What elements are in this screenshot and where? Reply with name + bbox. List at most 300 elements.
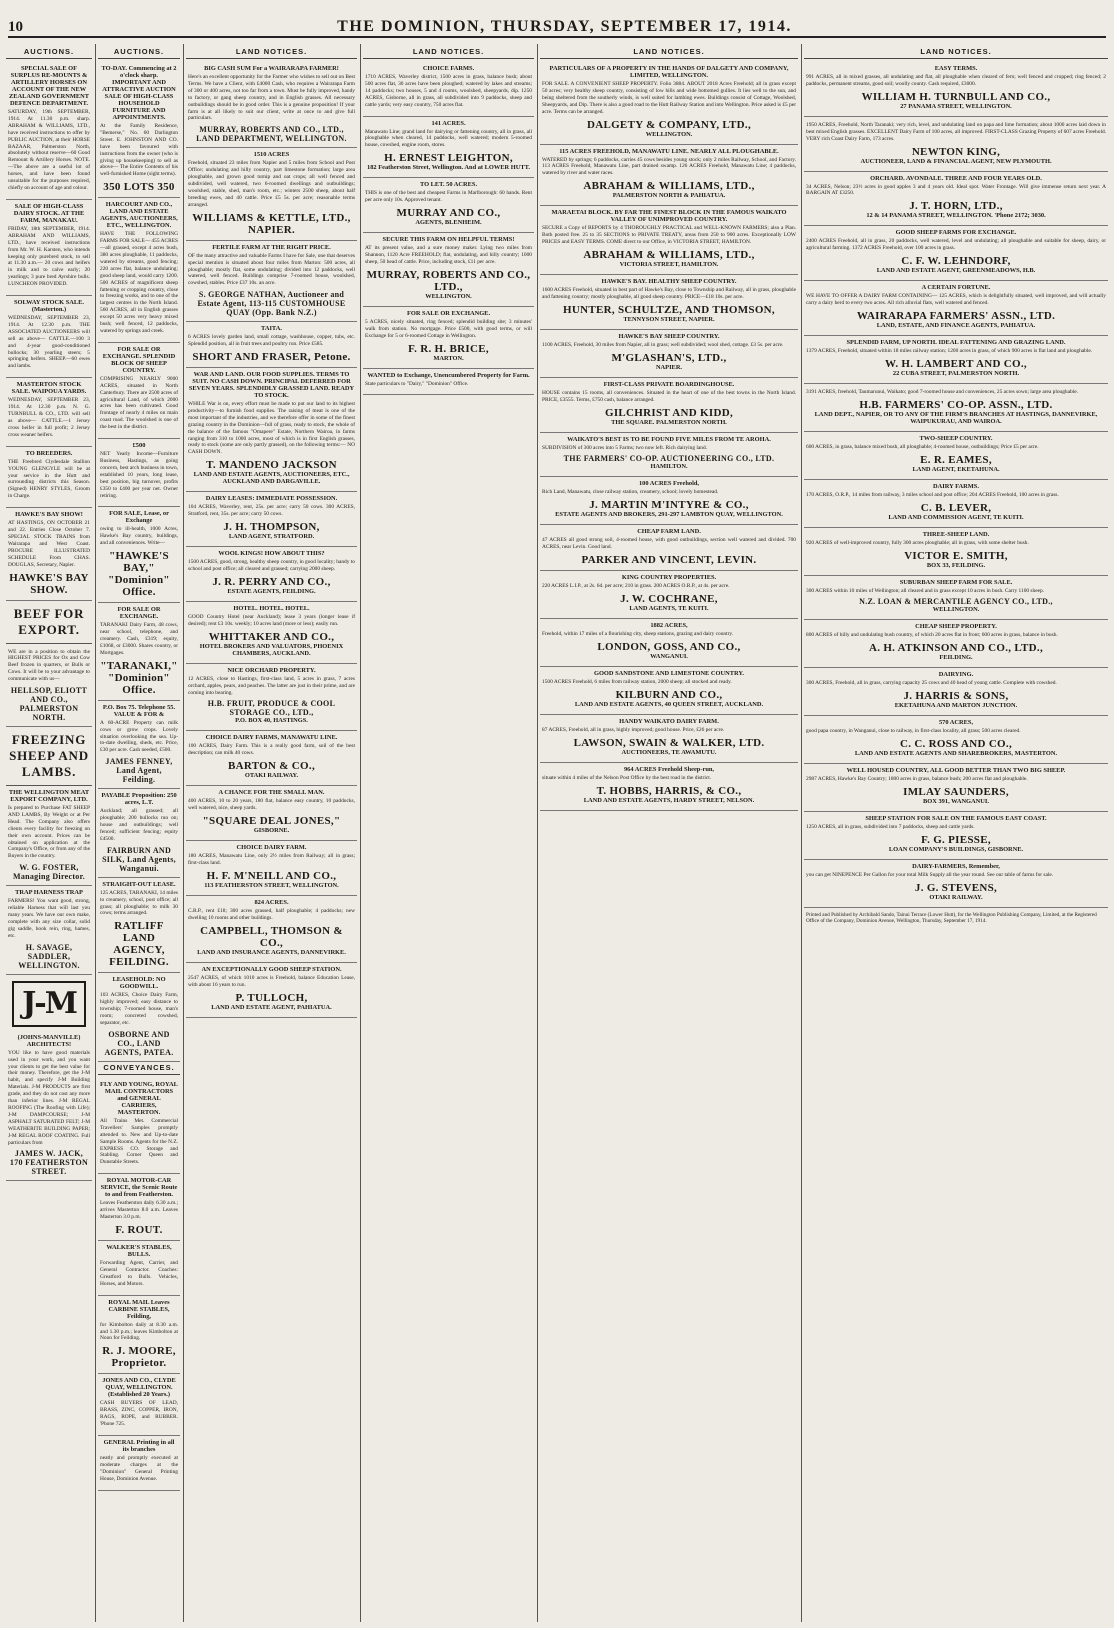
ad-subsignature: 12 & 14 PANAMA STREET, WELLINGTON. 'Phone 2172; 3030. — [866, 212, 1046, 220]
ad-subsignature: LAND AND INSURANCE AGENTS, DANNEVIRKE. — [197, 948, 346, 956]
ad-title: P.O. Box 75. Telephone 55. VALUE & FOR & — [102, 703, 176, 718]
ad-signature: HUNTER, SCHULTZE, AND THOMSON, — [563, 303, 775, 316]
advertisement — [186, 602, 357, 664]
ad-list — [98, 62, 180, 1062]
ad-subsignature: WELLINGTON. — [645, 130, 693, 138]
ad-title: 100 ACRES Freehold, — [638, 480, 700, 488]
ad-body: owing to ill-health, 1000 Acres, Hawke's Bay country, buildings, and all conveniences. Write— — [100, 526, 178, 547]
ad-subsignature: THE SQUARE. PALMERSTON NORTH. — [611, 418, 727, 426]
ad-body: 100 ACRES, Dairy Farm. This is a really good farm, soil of the best description; can milk 40 cows. — [188, 743, 355, 757]
ad-signature: "HAWKE'S BAY," "Dominion" Office. — [108, 550, 170, 599]
advertisement — [804, 620, 1108, 668]
ad-title: HAWKE'S BAY SHEEP COUNTRY. — [618, 332, 720, 340]
advertisement — [540, 378, 798, 433]
advertisement — [98, 973, 180, 1062]
ad-subsignature: EKETAHUNA AND MARTON JUNCTION. — [894, 702, 1018, 710]
advertisement — [363, 233, 534, 307]
ad-signature: F. ROUT. — [115, 1223, 163, 1236]
advertisement — [186, 841, 357, 896]
ad-title: DAIRYING. — [938, 671, 974, 679]
ad-title: 115 ACRES FREEHOLD, MANAWATU LINE. NEARLY ALL PLOUGHABLE. — [559, 147, 779, 155]
ad-title: WALKER'S STABLES, BULLS. — [106, 1243, 172, 1258]
ad-war-and-land — [186, 368, 357, 492]
advertisement — [363, 117, 534, 179]
ad-body: All Trains Met. Commercial Travellers' Samples promptly attended to. New and Up-to-date Sample Rooms. Agents for the N.Z. EXPRESS CO. Storage and Stabling. Corner Queen and Dunstable Streets. — [100, 1117, 178, 1166]
ad-subsignature: HOTEL BROKERS AND VALUATORS, PHOENIX CHAMBERS, AUCKLAND. — [199, 642, 344, 657]
ad-signature: WILLIAMS & KETTLE, LTD., NAPIER. — [192, 211, 351, 236]
advertisement — [186, 62, 357, 148]
ad-signature: GILCHRIST AND KIDD, — [604, 406, 734, 419]
ad-subsignature: WANGANUI. — [650, 652, 688, 660]
ad-subsignature: FEILDING. — [939, 654, 973, 662]
advertisement — [6, 62, 92, 200]
ad-signature: RATLIFF LAND AGENCY, FEILDING. — [109, 920, 169, 969]
ad-body: COMPRISING NEARLY 9000 ACRES, situated in North Canterbury. There are 2500 acres of agricultural Land, of which 2000 acres has been cultivated. Good frontage of nearly 4 miles on main coast road. The woolshed is one of the best in the district. — [100, 375, 178, 431]
ad-signature: PARKER AND VINCENT, LEVIN. — [581, 554, 757, 567]
ad-title: 824 ACRES. — [254, 898, 289, 906]
imprint: Printed and Published by Archibald Sando, Tainui Terrace (Lower Hutt), for the Wellington Publishing Company, Limited, at the Registered Office of the Company, Dominion Avenue, Wellington, Thursday, September 17, 1914. — [806, 911, 1097, 925]
ad-title: SPLENDID FARM, UP NORTH. IDEAL FATTENING AND GRAZING LAND. — [846, 338, 1066, 346]
jm-logo: J-M — [12, 981, 86, 1027]
ad-signature: T. HOBBS, HARRIS, & CO., — [596, 784, 742, 797]
advertisement — [98, 878, 180, 974]
ad-signature: BARTON & CO., — [227, 760, 316, 773]
ad-signature: DALGETY & COMPANY, LTD., — [586, 118, 752, 131]
ad-title: TAITA. — [261, 325, 282, 333]
advertisement — [98, 439, 180, 507]
advertisement — [804, 528, 1108, 576]
ad-body: WE are in a position to obtain the HIGHEST PRICES for Ox and Cow Beef frozen in quarters, or Bulls or Cows. It will be to your advantage to communicate with us— — [8, 648, 90, 683]
ad-body: 3191 ACRES, freehold, Taumarunui, Waikato; good 7-roomed house and conveniences, 25 acres sown; large area ploughable. — [806, 388, 1078, 395]
ad-signature: C. B. LEVER, — [920, 501, 992, 514]
ad-body: State particulars to "Dairy," "Dominion" Office. — [365, 380, 469, 387]
ad-body: WEDNESDAY, SEPTEMBER 23, 1914. At 12.30 p.m. THE ASSOCIATED AUCTIONEERS will sell as above— CATTLE.—100 3 and 4-year good-conditioned bullocks; 30 yearling steers; 5 springing heifers. SHEEP.—60 ewes and lambs. — [8, 315, 90, 370]
column-land-notices-1 — [186, 46, 357, 1620]
ad-subsignature: GISBORNE. — [253, 827, 290, 835]
advertisement — [186, 896, 357, 963]
ad-signature: F. G. PIESSE, — [921, 833, 991, 846]
ad-signature: LAWSON, SWAIN & WALKER, LTD. — [573, 736, 765, 749]
ad-signature: WILLIAM H. TURNBULL AND CO., — [861, 90, 1051, 103]
ad-body: neatly and promptly executed at moderate charges at the "Dominion" General Printing House, Dominion Avenue. — [100, 1454, 178, 1482]
column-heading: LAND NOTICES. — [540, 46, 798, 59]
ad-subsignature: AUCTIONEER, LAND & FINANCIAL AGENT, NEW PLYMOUTH. — [860, 157, 1052, 165]
page-number: 10 — [8, 19, 23, 35]
ad-subsignature: LAND AND ESTATE AGENTS, HARDY STREET, NELSON. — [583, 796, 755, 804]
ad-body: Manawatu Line; grand land for dairying or fattening country, all in grass, all ploughable when cleared, 14 paddocks, well watered; modern 5-roomed house, cowshed, engine room, stores. — [365, 128, 532, 149]
ad-signature: R. J. MOORE, Proprietor. — [102, 1345, 176, 1370]
masthead — [8, 14, 1106, 38]
ad-signature: MURRAY, ROBERTS AND CO., LTD., — [366, 268, 531, 293]
ad-signature: 350 LOTS 350 — [103, 181, 175, 194]
advertisement — [186, 731, 357, 786]
ad-body: Is prepared to Purchase FAT SHEEP AND LAMBS, By Weight or at Per Head. The Company also offers clients every facility for freezing on their own account. Prices can be obtained on application at the Company's Office, or from any of the Buyers in the country. — [8, 805, 90, 860]
ad-body: good papa country, in Wanganui, close to railway, in first-class locality, all grass; 500 acres cleared. — [806, 728, 1021, 735]
ad-title: 570 ACRES, — [938, 719, 974, 727]
advertisement — [540, 330, 798, 378]
ad-title: DAIRY-FARMERS, Remember, — [912, 862, 1000, 870]
ad-title: STRAIGHT-OUT LEASE. — [102, 880, 176, 888]
ad-body: 300 ACRES, Freehold, all in grass, carrying capacity 25 cows and 40 head of young cattle. Complete with cowshed. — [806, 680, 1057, 687]
ad-signature: NEWTON KING, — [911, 145, 1001, 158]
ad-body: Auckland; all grassed; all ploughable; 200 bullocks run on; house and outbuildings; well fenced; sufficient fencing; equity £4500. — [100, 808, 178, 842]
ad-signature: J. MARTIN M'INTYRE & CO., — [589, 499, 749, 512]
ad-title: A CERTAIN FORTUNE. — [921, 284, 991, 292]
ad-body: 991 ACRES, all in mixed grasses, all undulating and flat, all ploughable when cleared of fern; well fenced and cropped; ring fenced; 2 paddocks, permanent streams, good soil; woolly county. Cash required, £3000. — [806, 74, 1106, 87]
ad-beef-export — [6, 644, 92, 728]
ad-signature: J. HARRIS & SONS, — [903, 690, 1009, 703]
ad-signature: J. T. HORN, LTD., — [909, 200, 1003, 213]
ad-body: FRIDAY, 18th SEPTEMBER, 1914. ABRAHAM AND WILLIAMS, LTD., have received instructions from Mr. W. H. Karsten, who intends keeping only purebred stock, to sell at 11.30 a.m.— 20 cows and heifers in milk and to calve early; 20 yearlings; 3 pure bred Ayrshire bulls. LUNCHEON PROVIDED. — [8, 225, 90, 288]
advertisement — [540, 715, 798, 763]
ad-body: you can get NINEPENCE Per Gallon for your total Milk Supply all the year round. See our table of farms for sale. — [806, 871, 1054, 878]
advertisement — [6, 447, 92, 508]
ad-title: SHEEP STATION FOR SALE ON THE FAMOUS EAST COAST. — [865, 815, 1047, 823]
advertisement — [186, 148, 357, 240]
ad-subsignature: LAND AND ESTATE AGENT, GREENMEADOWS, H.B. — [876, 267, 1036, 275]
ad-body: 103 ACRES, Choice Dairy Farm, highly improved; easy distance to township; 7-roomed house, man's room; concreted cowshed, separator, etc. — [100, 992, 178, 1026]
ad-title: SECURE THIS FARM ON HELPFUL TERMS! — [382, 236, 515, 244]
ad-body: 2987 ACRES, Hawke's Bay Country; 1800 acres in grass, balance bush; 200 acres flat and ploughable. — [806, 776, 1028, 783]
ad-title: WAR AND LAND. OUR FOOD SUPPLIES. TERMS TO SUIT. NO CASH DOWN. PRINCIPAL DEFERRED FOR SEVEN YEARS. SPLENDIDLY GRASSED LAND. READY TO STOCK. — [188, 371, 355, 400]
ad-signature: F. R. H. BRICE, — [408, 342, 489, 355]
column-land-notices-2 — [363, 46, 534, 1620]
ad-subsignature: LAND AND ESTATE AGENTS AND SHAREBROKERS, MASTERTON. — [854, 750, 1058, 758]
ad-title: FOR SALE OR EXCHANGE. SPLENDID BLOCK OF SHEEP COUNTRY. — [102, 345, 176, 374]
ad-body: THIS is one of the best and cheapest Farms in Marlborough: 60 hands. Rent per acre only 10s. Approved tenant. — [365, 190, 532, 204]
advertisement — [804, 117, 1108, 172]
ad-title: MASTERTON STOCK SALE. WAIPOUA YARDS. — [11, 381, 87, 396]
ad-body: TARANAKI Dairy Farm, 48 cows, near school, telephone, and creamery. Cash, £319; equity, £1068, or £3000. Shares country, or Mortgages. — [100, 622, 178, 656]
column-rule — [537, 44, 538, 1622]
ad-title: DAIRY LEASES: IMMEDIATE POSSESSION. — [205, 495, 338, 503]
ad-signature: C. C. ROSS AND CO., — [899, 738, 1013, 751]
advertisement — [540, 477, 798, 525]
ad-title: (JOHNS-MANVILLE) ARCHITECTS! — [17, 1033, 81, 1048]
ad-signature: N.Z. LOAN & MERCANTILE AGENCY CO., LTD., — [859, 597, 1053, 607]
ad-body: 12 ACRES, close to Hastings, first-class land, 5 acres in grass, 7 acres orchard, apples, pears, and peaches. The latter are just in their prime, and are coming into bearing. — [188, 675, 355, 696]
masthead-title: THE DOMINION, THURSDAY, SEPTEMBER 17, 1914. — [337, 18, 792, 35]
ad-title: HOTEL. HOTEL. HOTEL. — [233, 604, 310, 612]
ad-body: SATURDAY, 19th SEPTEMBER, 1914. At 11.30 p.m. sharp. ABRAHAM & WILLIAMS, LTD., have received instructions to offer by PUBLIC AUCTION, at their HORSE BAZAAR, Palmerston North, absolutely without reserve—60 Good Remount & Artillery Horses. NOTE.—The above are a useful lot of horses, and have been found unsuitable for the purposes required, chiefly on account of age and colour. — [8, 109, 90, 191]
advertisement — [98, 1078, 180, 1174]
ad-signature: THE FARMERS' CO-OP. AUCTIONEERING CO., LTD. — [563, 454, 775, 464]
ad-harness — [6, 886, 92, 974]
ad-title: 1510 ACRES — [253, 151, 290, 159]
ad-title: SOLWAY STOCK SALE. (Masterton.) — [13, 299, 85, 314]
ad-title: LEASEHOLD: NO GOODWILL. — [112, 976, 166, 991]
ad-signature: ABRAHAM & WILLIAMS, LTD., — [583, 180, 755, 193]
ad-body: 47 ACRES all good strong soil, 4-roomed house, with good outbuildings, section well watered and divided. 700 ACRES, near Levin. Good land. — [542, 537, 796, 551]
advertisement — [98, 1174, 180, 1241]
advertisement — [804, 716, 1108, 764]
ad-title: 964 ACRES Freehold Sheep-run, — [623, 765, 715, 773]
section-heading-conveyances: CONVEYANCES. — [98, 1062, 180, 1075]
ad-subsignature: LAND AND ESTATE AGENT, PAHIATUA. — [211, 1003, 332, 1011]
ad-title: PARTICULARS OF A PROPERTY IN THE HANDS OF DALGETY AND COMPANY, LIMITED, WELLINGTON. — [549, 65, 789, 79]
advertisement — [804, 480, 1108, 528]
column-heading: LAND NOTICES. — [363, 46, 534, 59]
ad-body: 220 ACRES L.I.P., at 2s. 6d. per acre; 210 in grass. 200 ACRES O.R.P., at 4s. per acre. — [542, 583, 730, 590]
ad-subsignature: BOX 33, FEILDING. — [926, 561, 986, 569]
ad-subsignature: LAND AGENT, STRATFORD. — [228, 533, 315, 541]
advertisement — [804, 764, 1108, 812]
advertisement — [540, 525, 798, 571]
ad-signature: MURRAY AND CO., — [396, 207, 501, 220]
ad-subsignature: NAPIER. — [655, 363, 683, 371]
advertisement — [804, 576, 1108, 621]
ad-title: 141 ACRES. — [431, 119, 466, 127]
advertisement — [804, 812, 1108, 860]
ad-body: 6 ACRES lovely garden land, small cottage, washhouse, copper, tubs, etc. Splendid position, all in fruit trees and poultry run. Price £585. — [188, 334, 355, 348]
ad-title: CHOICE DAIRY FARMS, MANAWATU LINE. — [205, 734, 338, 742]
ad-body: 400 ACRES, 10 to 20 years, 180 flat, balance easy country, 10 paddocks, well watered, nice, sheep yards. — [188, 798, 355, 812]
column-heading: AUCTIONS. — [6, 46, 92, 59]
ad-body: situate within 4 miles of the Nelson Post Office by the best road in the district. — [542, 774, 712, 781]
advertisement — [540, 275, 798, 330]
ad-subsignature: ESTATE AGENTS AND BROKERS, 291-297 LAMBTON QUAY, WELLINGTON. — [555, 511, 783, 519]
ad-signature: C. F. W. LEHNDORF, — [901, 255, 1011, 268]
ad-title: £500 — [132, 442, 146, 450]
ad-body: 170 ACRES, O.R.P., 14 miles from railway, 3 miles school and post office; 204 ACRES Freehold, 100 acres in grass. — [806, 491, 1059, 498]
ad-subsignature: ESTATE AGENTS, FEILDING. — [227, 587, 316, 595]
ad-title: BIG CASH SUM For a WAIRARAPA FARMER! — [204, 65, 339, 72]
advertisement — [363, 62, 534, 117]
ad-body: 1250 ACRES, all in grass, subdivided into 7 paddocks, sheep and cattle yards. — [806, 824, 975, 831]
ad-title: FOR SALE OR EXCHANGE. — [406, 309, 491, 317]
ad-body: 1600 ACRES Freehold, situated in best part of Hawke's Bay, close to Township and Railway, all in grass, ploughable and fattening country; mostly ploughable, all good sheep country. PRICE—£18 10s. per acre. — [542, 286, 796, 300]
ad-title: CHOICE FARMS. — [422, 65, 475, 72]
ad-subsignature: 22 CUBA STREET, PALMERSTON NORTH. — [892, 369, 1020, 377]
ad-subsignature: WELLINGTON. — [425, 292, 472, 300]
ad-body: 1379 ACRES, Freehold, situated within 18 miles railway station; 1200 acres in grass, of which 900 acres is flat land and ploughable. — [806, 347, 1093, 354]
ad-list — [98, 1078, 180, 1491]
ad-body: 125 ACRES, TARANAKI, 14 miles to creamery, school, post office; all grass; all ploughable; to milk 30 cows; terms arranged. — [100, 889, 178, 917]
ad-body: HOUSE contains 15 rooms, all conveniences. Situated in the heart of one of the best towns in the North Island. PRICE, £3555. Terms, £750 cash, balance arranged. — [542, 389, 796, 403]
ad-subsignature: LAND AND COMMISSION AGENT, TE KUITI. — [888, 513, 1024, 521]
ad-body: 34 ACRES, Nelson; 23½ acres in good apples 3 and 4 years old. Ideal spot. Water Frontage. Will give immense return next year. A BARGAIN AT £3250. — [806, 183, 1106, 197]
ad-title: FIRST-CLASS PRIVATE BOARDINGHOUSE. — [603, 380, 735, 388]
ad-body: FARMERS! You want good, strong, reliable Harness that will last you many years. We have our own make, complete with any size collar, solid gig saddle, hook rein, ring, hames, etc. — [8, 898, 90, 939]
ad-signature: E. R. EAMES, — [920, 453, 992, 466]
ad-title: EASY TERMS. — [934, 65, 978, 72]
ad-title: TO BREEDERS. — [25, 449, 73, 457]
ad-body: A 60-ACRE Property can milk cows or grow crops. Lovely situation overlooking the sea. Up-to-date dwelling, sheds, etc. Price, £30 per acre. Cash needed, £500. — [100, 719, 178, 754]
ad-signature: WAIRARAPA FARMERS' ASSN., LTD. — [856, 309, 1056, 322]
ad-title: TO LET. 50 ACRES. — [419, 181, 478, 189]
ad-signature: ABRAHAM & WILLIAMS, LTD., — [583, 248, 755, 261]
ad-body: CASH BUYERS OF LEAD, BRASS, ZINC, COPPER, IRON, RAGS, ROPE, and RUBBER. 'Phone 725. — [100, 1400, 178, 1428]
ad-body: 300 ACRES within 10 miles of Wellington; all cleared and in grass except 10 acres in bush. Carry 1100 sheep. — [806, 587, 1045, 594]
ad-signature: S. GEORGE NATHAN, Auctioneer and Estate Agent, 113-115 CUSTOMHOUSE QUAY (Opp. Bank N.Z.) — [197, 290, 346, 318]
ad-title: THREE-SHEEP LAND. — [922, 530, 990, 538]
ad-body: SECURE a Copy of REPORTS by 4 THOROUGHLY PRACTICAL and WELL-KNOWN FARMERS; also a Plan. Both posted free. 25 to 35 SECTIONS to PRIVATE TREATY, areas from 250 to 900 acres. Exceptionally LOW PRICES and EASY TERMS. COME direct to our Office, in VICTORIA STREET, HAMILTON. — [542, 225, 796, 246]
ad-title: HAWKE'S BAY. HEALTHY SHEEP COUNTRY. — [601, 277, 737, 285]
advertisement — [804, 62, 1108, 117]
advertisement — [540, 206, 798, 275]
ad-signature: P. TULLOCH, — [235, 991, 308, 1004]
ad-title: ROYAL MAIL Leaves CARBINE STABLES, Feilding, — [108, 1298, 170, 1320]
ad-body: FOR SALE. A CONVENIENT SHEEP PROPERTY. Folio 3884. ABOUT 2018 Acres Freehold; all in grass except 50 acres; very healthy sheep country, consisting of low hills and wide bottomed gullies. It lies well to the sun, and being sheltered from the southerly winds, is well suited for lambing ewes. Buildings consist of Cottage, Woolshed, Sheepyards, and Dip. There is also a good road to the Hutt Railway Station and into Wellington. Price asked is £5 per acre. Terms can be arranged. — [542, 81, 796, 115]
ad-subsignature: AGENTS, BLENHEIM. — [415, 219, 482, 227]
ad-title: THE WELLINGTON MEAT EXPORT COMPANY, LTD. — [8, 789, 90, 804]
ad-title: GOOD SANDSTONE AND LIMESTONE COUNTRY. — [593, 669, 745, 677]
ad-body: for Kimbolton daily at 8.30 a.m. and 1.30 p.m.; leaves Kimbolton at Noon for Feilding. — [100, 1321, 178, 1342]
ad-body: 800 ACRES of hilly and undulating bush country, of which 20 acres flat in front; 600 acres in grass, balance in bush. — [806, 632, 1058, 639]
ad-subsignature: 27 PANAMA STREET, WELLINGTON. — [900, 102, 1012, 110]
ad-title: CHEAP SHEEP PROPERTY. — [915, 623, 997, 631]
ad-subsignature: LOAN COMPANY'S BUILDINGS, GISBORNE. — [888, 845, 1024, 853]
advertisement — [186, 963, 357, 1018]
ad-subsignature: TENNYSON STREET, NAPIER. — [623, 315, 715, 323]
ad-list — [6, 62, 92, 601]
ad-signature: J. G. STEVENS, — [914, 881, 998, 894]
advertisement — [540, 667, 798, 715]
ad-signature: H.B. FARMERS' CO-OP. ASSN., LTD. — [859, 398, 1053, 411]
advertisement — [6, 296, 92, 378]
ad-body: Freehold, within 17 miles of a flourishing city, sheep stations, grazing and dairy country. — [542, 631, 734, 638]
advertisement — [98, 62, 180, 198]
advertisement — [98, 343, 180, 439]
advertisement — [804, 281, 1108, 336]
advertisement — [804, 384, 1108, 432]
ad-title: GOOD SHEEP FARMS FOR EXCHANGE. — [895, 229, 1017, 237]
ad-signature: SHORT AND FRASER, Petone. — [192, 351, 351, 364]
ad-body: 1950 ACRES, Freehold, North Taranaki; very rich, level, and undulating land on papa and lime formation; about 1000 acres laid down in best mixed English grasses. EXCELLENT Dairy Farm of 100 acres, all improved. FIRST-CLASS Grazing Property of 607 acres Freehold. VERY rich Coast Dairy Farm, 173 acres. — [806, 121, 1106, 142]
ad-signature: LONDON, GOSS, AND CO., — [597, 640, 741, 653]
advertisement — [540, 145, 798, 207]
ad-body: C.R.P., rent £18; 300 acres grassed, half ploughable; 4 paddocks; new dwelling 10 rooms and other buildings. — [188, 907, 355, 921]
ad-title: SPECIAL SALE OF SURPLUS RE-MOUNTS & ARTILLERY HORSES ON ACCOUNT OF THE NEW ZEALAND GOVERNMENT DEFENCE DEPARTMENT. — [8, 65, 90, 107]
ad-signature: H.B. FRUIT, PRODUCE & COOL STORAGE CO., LTD., — [207, 699, 336, 718]
advertisement — [540, 62, 798, 145]
ad-title: SALE OF HIGH-CLASS DAIRY STOCK. AT THE FARM, MANAKAU. — [13, 202, 85, 224]
ad-subsignature: PALMERSTON NORTH & PAHIATUA. — [612, 192, 726, 200]
ad-body: HAVE THE FOLLOWING FARMS FOR SALE— 455 ACRES—all grassed, except 4 acres bush, 380 acres ploughable, 11 paddocks, watered by streams, good fencing; 220 acres flat, balance undulating; good sheep land, would carry 1200. 500 ACRES of magnificent sheep fattening or cropping country, close to freezing works, and to one of the largest centres in the North Island. 560 ACRES, all in English grasses except 50 acres very heavy mixed bush; well fenced, 12 paddocks, watered by springs and creek. — [100, 231, 178, 334]
advertisement — [804, 860, 1108, 908]
advertisement — [98, 1436, 180, 1491]
ad-body: Here's an excellent opportunity for the Farmer who wishes to sell out on Best Terms. We have a Client, with £4000 Cash, who requires a Wairarapa Farm of 300 or 400 acres, not too far from a town. Must be fully improved, handy to factory, or gang sheep country, and in English grasses. All necessary outbuildings should be in good order. This is a genuine proposition! If your farm is at all likely to suit our client, write at once to and give full particulars. — [188, 74, 355, 122]
ad-body: 5 ACRES, nicely situated, ring fenced; splendid building site; 3 minutes' walk from station. No mortgage. Price £500, with good terms, or will Exchange for 5 or 6-roomed Cottage in Wellington. — [365, 318, 532, 339]
ad-title: HAWKE'S BAY SHOW! — [15, 511, 83, 519]
advertisement — [98, 507, 180, 603]
ad-subsignature: LAND AGENT, EKETAHUNA. — [912, 465, 1000, 473]
ad-subsignature: 182 Featherston Street, Wellington. And at LOWER HUTT. — [367, 164, 530, 172]
ad-title: HARCOURT AND CO., LAND AND ESTATE AGENTS, AUCTIONEERS, ETC., WELLINGTON. — [100, 201, 178, 230]
column-heading: LAND NOTICES. — [804, 46, 1108, 59]
ad-body: 180 ACRES, Manawatu Line, only 2½ miles from Railway; all in grass; first-class land. — [188, 853, 355, 866]
ad-title: WOOL KINGS! HOW ABOUT THIS? — [218, 550, 325, 558]
ad-signature: J. R. PERRY AND CO., — [212, 575, 331, 588]
ad-body: 104 ACRES, Waverley, rent, 25s. per acre; carry 50 cows. 300 ACRES, Stratford, rent, 35s. per acre; carry 50 cows. — [188, 504, 355, 518]
ad-title: FOR SALE, Lease, or Exchange — [109, 510, 169, 525]
column-rule — [183, 44, 184, 1622]
ad-body: THE Freebred Clydesdale Stallion YOUNG GLENGYLE will be at your service in the Hutt and surrounding districts this Season. (Signed) HENRY STYLES, Groom in Charge. — [8, 458, 90, 500]
ad-subsignature: LAND AND ESTATE AGENTS, AUCTIONEERS, ETC., AUCKLAND AND DARGAVILLE. — [193, 471, 350, 486]
ad-signature: CAMPBELL, THOMSON & CO., — [200, 924, 343, 949]
ad-title: NICE ORCHARD PROPERTY. — [227, 666, 316, 674]
ad-list — [186, 62, 357, 368]
ad-title: TO-DAY. Commencing at 2 o'clock sharp. IMPORTANT AND ATTRACTIVE AUCTION SALE OF HIGH-CLASS HOUSEHOLD FURNITURE AND APPOINTMENTS. — [101, 65, 177, 121]
ad-subsignature: VICTORIA STREET, HAMILTON. — [619, 260, 719, 268]
ad-body: NET Yearly Income—Furniture Business, Hastings, as going concern, best arch business in town, established 10 years, long lease, best position, big turnover, profits £350 to £400 per year net. Owner retiring. — [100, 451, 178, 499]
ad-title: CHOICE DAIRY FARM. — [236, 844, 307, 852]
column-auctions-2 — [98, 46, 180, 1620]
advertisement — [6, 378, 92, 446]
ad-title: WELL HOUSED COUNTRY, ALL GOOD BETTER THAN TWO BIG SHEEP. — [846, 767, 1066, 775]
ad-title: CHEAP FARM LAND. — [637, 528, 701, 536]
ad-signature: H. SAVAGE, SADDLER, WELLINGTON. — [18, 942, 80, 970]
advertisement — [186, 786, 357, 841]
advertisement — [804, 172, 1108, 227]
ad-subsignature: HAMILTON. — [650, 463, 688, 471]
ad-signature: MURRAY, ROBERTS AND CO., LTD., LAND DEPARTMENT, WELLINGTON. — [196, 125, 347, 144]
ad-subsignature: P.O. BOX 40, HASTINGS. — [235, 717, 308, 725]
advertisement — [6, 200, 92, 296]
ad-subsignature: LAND AND ESTATE AGENTS, 40 QUEEN STREET, AUCKLAND. — [574, 700, 764, 708]
ad-signature: WHITTAKER AND CO., — [208, 630, 335, 643]
ad-subsignature: AUCTIONEERS, TE AWAMUTU. — [621, 748, 717, 756]
ad-body: AT HASTINGS, ON OCTOBER 21 and 22. Entries Close October 7. SPECIAL STOCK TRAINS from Wairarapa and West Coast. PROCURE ILLUSTRATED SCHEDULE From CHAS. DOUGLAS, Secretary, Napier. — [8, 520, 90, 568]
column-rule — [95, 44, 96, 1622]
ad-body: 1500 ACRES Freehold, 6 miles from railway station, 2000 sheep; all stocked and ready. — [542, 678, 732, 685]
advertisement — [363, 307, 534, 369]
ad-title: GENERAL Printing in all its branches — [103, 1438, 175, 1453]
ad-signature: J. H. THOMPSON, — [223, 521, 320, 534]
column-heading: AUCTIONS. — [98, 46, 180, 59]
ad-title: HANDY WAIKATO DAIRY FARM. — [619, 717, 719, 725]
ad-signature: HELLSOP, ELIOTT AND CO., PALMERSTON NORTH. — [10, 686, 88, 723]
advertisement — [186, 241, 357, 323]
ad-title: ROYAL MOTOR-CAR SERVICE, the Scenic Route to and from Featherston. — [100, 1177, 178, 1199]
ad-title: FERTILE FARM AT THE RIGHT PRICE. — [212, 243, 331, 251]
column-land-notices-4 — [804, 46, 1108, 1620]
advertisement — [363, 178, 534, 233]
ad-body: SUBDIVISION of 300 acres into 5 Farms; two now left. Rich dairying land. — [542, 444, 707, 451]
advertisement — [804, 432, 1108, 480]
column-rule — [360, 44, 361, 1622]
ad-body: 1500 ACRES, good, strong, healthy sheep country, in good locality; handy to school and post office; all cleared and grassed; carrying 2000 sheep. — [188, 559, 355, 572]
ad-title: TWO-SHEEP COUNTRY. — [919, 434, 993, 442]
ad-signature: "SQUARE DEAL JONES," — [202, 815, 341, 828]
ad-body: AT its present value, and a sure money maker. Lying two miles from Shannon, 1120 Acre FREEHOLD; flat, undulating, and hilly country; 1000 sheep, 50 head of cattle. Price, including stock, £11 per acre. — [365, 245, 532, 265]
ad-signature: W. H. LAMBERT AND CO., — [885, 357, 1027, 370]
ad-subsignature: OTAKI RAILWAY. — [929, 893, 983, 901]
ad-body: GOOD Country Hotel (near Auckland); lease 3 years (longer lease if desired); rent £3 10s. weekly; 10 acres land (more or less); easily run. — [188, 613, 355, 627]
advertisement — [540, 619, 798, 667]
ad-body: 600 ACRES, in grass, balance mixed bush, all ploughable; 4-roomed house, outbuildings; Price £5 per acre. — [806, 443, 1039, 450]
ad-title: KING COUNTRY PROPERTIES. — [621, 574, 717, 582]
ad-signature: IMLAY SAUNDERS, — [903, 786, 1009, 799]
ad-signature: T. MANDENO JACKSON — [206, 459, 337, 472]
ad-meat-export-company — [6, 786, 92, 886]
advertisement — [98, 603, 180, 701]
advertisement — [804, 336, 1108, 384]
ad-signature: A. H. ATKINSON AND CO., LTD., — [868, 642, 1044, 655]
ad-title: A CHANCE FOR THE SMALL MAN. — [218, 789, 325, 797]
ad-body: 2547 ACRES, of which 1010 acres is Freehold, balance Education Lease, with about 16 years to run. — [188, 974, 355, 988]
advertisement — [186, 664, 357, 732]
ad-body: Leaves Featherston daily 6.30 a.m.; arrives Masterton 8.0 a.m. Leaves Masterton 3.0 p.m. — [100, 1200, 178, 1221]
advertisement — [98, 198, 180, 343]
advertisement — [804, 226, 1108, 281]
ad-signature: JAMES FENNEY, Land Agent, Feilding. — [105, 757, 173, 785]
ad-signature: W. G. FOSTER, Managing Director. — [12, 863, 86, 882]
ad-signature: J. W. COCHRANE, — [620, 593, 718, 606]
ad-body: Freehold, situated 23 miles from Napier and 5 miles from School and Post Office; undulating and hilly country, part limestone formation; large area ploughable, and grown good turnip and oat crops; all well fenced and subdivided, well watered, two 6-roomed dwellings and outbuildings; woolshed, stable, shed, man's room, etc.; winters 2500 sheep, about half breeding ewes, and 40 cattle. Price £5 5s. per acre; reasonable terms arranged. — [188, 160, 355, 208]
ad-signature: "TARANAKI," "Dominion" Office. — [100, 659, 178, 696]
ad-body: OF the many attractive and valuable Farms I have for Sale, one that deserves special mention is situated about four miles from Marton: 500 acres, all ploughable; mostly flat, some undulating; divided into 12 paddocks, well watered, well fenced. Buildings comprise 7-roomed house, woolshed, cowshed, stables. Price £37 10s. an acre. — [188, 252, 355, 287]
